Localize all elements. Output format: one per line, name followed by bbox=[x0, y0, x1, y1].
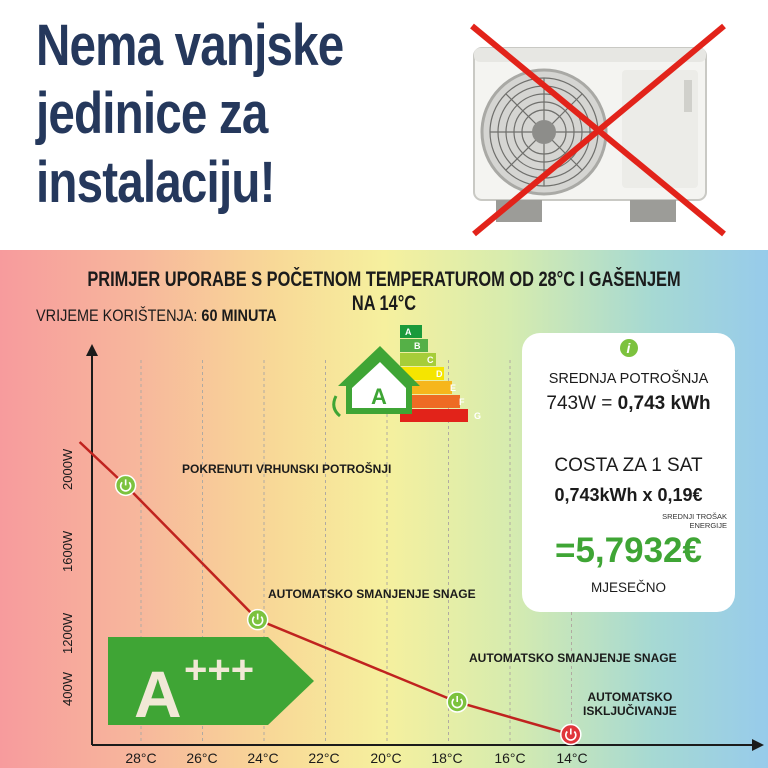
chart-subtitle: PRIMJER UPORABE S POČETNOM TEMPERATUROM OD 28°C I GAŠENJEM NA 14°C bbox=[87, 268, 681, 315]
efficiency-badge bbox=[108, 637, 316, 725]
annotation-shutdown-line2: ISKLJUČIVANJE bbox=[583, 704, 677, 718]
x-tick-24: 24°C bbox=[247, 750, 279, 766]
x-tick-22: 22°C bbox=[308, 750, 340, 766]
energy-class-f: F bbox=[459, 397, 465, 407]
headline: Nema vanjske jedinice za instalaciju! bbox=[36, 13, 344, 215]
energy-class-g: G bbox=[474, 411, 482, 421]
y-tick-1600: 1600W bbox=[60, 530, 75, 572]
annotation-shutdown-line1: AUTOMATSKO bbox=[587, 690, 673, 704]
annotation-reduce-1: AUTOMATSKO SMANJENJE SNAGE bbox=[268, 587, 476, 601]
y-tick-1200: 1200W bbox=[60, 612, 75, 654]
energy-class-a: A bbox=[405, 327, 412, 337]
energy-rating-icon bbox=[334, 325, 481, 422]
annotation-shutdown bbox=[583, 690, 677, 718]
x-tick-16: 16°C bbox=[494, 750, 526, 766]
outdoor-unit-crossed-image bbox=[462, 20, 732, 242]
avg-consumption-label: SREDNJA POTROŠNJA bbox=[548, 371, 709, 387]
energy-house-letter: A bbox=[371, 384, 387, 409]
duration-label: VRIJEME KORIŠTENJA: bbox=[36, 306, 198, 325]
info-icon: i bbox=[522, 339, 735, 358]
y-tick-2000: 2000W bbox=[60, 448, 75, 490]
x-axis-arrow-icon bbox=[752, 739, 764, 751]
x-tick-26: 26°C bbox=[186, 750, 218, 766]
energy-class-b: B bbox=[414, 341, 421, 351]
monthly-label: MJESEČNO bbox=[590, 580, 666, 595]
monthly-total: =5,7932€ bbox=[555, 531, 702, 570]
x-tick-28: 28°C bbox=[125, 750, 157, 766]
x-tick-20: 20°C bbox=[370, 750, 402, 766]
cost-label: COSTA ZA 1 SAT bbox=[554, 455, 703, 476]
info-card bbox=[522, 333, 735, 612]
duration-value: 60 MINUTA bbox=[201, 306, 277, 325]
y-axis-arrow-icon bbox=[86, 344, 98, 356]
annotation-peak: POKRENUTI VRHUNSKI POTROŠNJI bbox=[182, 462, 392, 476]
y-tick-400: 400W bbox=[60, 672, 75, 706]
efficiency-class: A bbox=[134, 657, 182, 725]
avg-watts: 743W = bbox=[546, 393, 618, 414]
energy-class-c: C bbox=[427, 355, 434, 365]
efficiency-plus: +++ bbox=[184, 648, 255, 692]
avg-kwh: 0,743 kWh bbox=[617, 393, 711, 414]
avg-consumption-value bbox=[522, 393, 735, 415]
cost-formula: 0,743kWh x 0,19€ bbox=[554, 485, 703, 505]
hero-section bbox=[0, 0, 768, 250]
energy-class-e: E bbox=[450, 383, 457, 393]
energy-class-d: D bbox=[436, 369, 443, 379]
cost-note bbox=[662, 512, 727, 530]
cost-note-line2: ENERGIJE bbox=[689, 521, 727, 530]
annotation-reduce-2: AUTOMATSKO SMANJENJE SNAGE bbox=[469, 651, 677, 665]
x-tick-18: 18°C bbox=[431, 750, 463, 766]
x-tick-14: 14°C bbox=[556, 750, 588, 766]
cost-note-line1: SREDNJI TROŠAK bbox=[662, 512, 727, 521]
